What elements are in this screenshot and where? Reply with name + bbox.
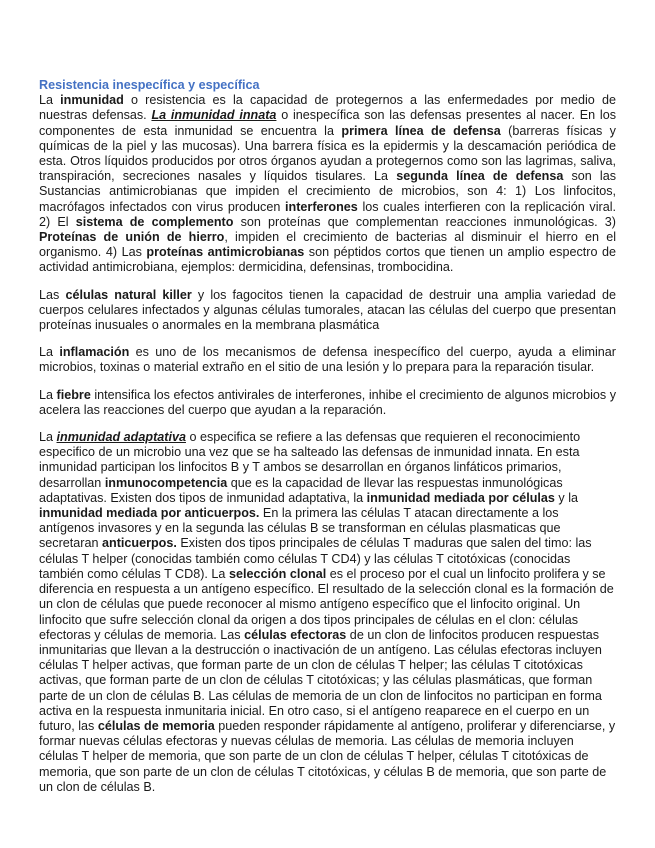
text-run: son proteínas que complementan reacciones inmunológicas. 3): [233, 214, 616, 229]
bold-term: inmunidad mediada por anticuerpos.: [39, 506, 260, 521]
text-run: , impiden el crecimiento de bacterias al disminuir el hierro en el organismo. 4) Las: [39, 230, 616, 260]
bold-term: selección clonal: [228, 566, 327, 581]
text-run: o inespecífica son las defensas presentes al nacer. En los componentes de esta inmunidad se encuentra la: [39, 108, 617, 138]
text-run: (barreras físicas y químicas de la piel y las mucosas). Una barrera física es la epidermis y la descamación periódica de esta. Otros líquidos producidos por otros órganos ayudan a protegernos como son las lagrimas, saliva, transpiración, secreciones nasales y líquidos tisulares. La: [39, 123, 616, 184]
text-run: que es la capacidad de llevar las respuestas inmunológicas adaptativas. Existen dos tipos de inmunidad adaptativa, la: [39, 475, 563, 505]
paragraph: [39, 288, 616, 334]
bold-term: fiebre: [56, 387, 91, 402]
bold-term: células efectoras: [244, 627, 347, 642]
bold-term: inflamación: [59, 345, 130, 360]
bold-term: inmunocompetencia: [104, 475, 228, 490]
paragraph: [39, 388, 616, 418]
text-run: La: [39, 387, 57, 402]
paragraph: [39, 430, 616, 795]
bold-term: anticuerpos.: [102, 536, 177, 551]
paragraph: [39, 345, 616, 375]
text-run: intensifica los efectos antivirales de interferones, inhibe el crecimiento de algunos microbios y acelera las reacciones del cuerpo que ayudan a la reparación.: [39, 387, 616, 417]
paragraph: [39, 93, 616, 275]
emphasized-term: La inmunidad innata: [151, 108, 277, 123]
text-run: Existen dos tipos principales de células T maduras que salen del timo: las células T helper (conocidas también como células T CD4) y las células T citotóxicas (conocidas también como células T CD8). La: [39, 536, 592, 581]
text-run: La: [39, 430, 57, 445]
text-run: Las: [39, 287, 66, 302]
text-run: y los fagocitos tienen la capacidad de destruir una amplia variedad de cuerpos celulares infectados y algunas células tumorales, atacan las células del cuerpo que presentan proteínas inusuales o anormales en la membrana plasmática: [39, 287, 616, 333]
emphasized-term: inmunidad adaptativa: [56, 430, 186, 445]
text-run: o resistencia es la capacidad de protegernos a las enfermedades por medio de nuestras defensas.: [39, 93, 616, 123]
text-run: y la: [554, 490, 579, 505]
text-run: En la primera las células T atacan directamente a los antígenos invasores y en la segunda las células B se transforman en células plasmaticas que secretaran: [39, 506, 561, 551]
bold-term: sistema de complemento: [75, 214, 234, 229]
bold-term: células de memoria: [97, 718, 215, 733]
bold-term: inmunidad mediada por células: [366, 490, 555, 505]
bold-term: segunda línea de defensa: [396, 169, 564, 184]
bold-term: inmunidad: [60, 93, 124, 108]
text-run: de un clon de linfocitos producen respuestas inmunitarias que llevan a la destrucción o inactivación de un antígeno. Las células efectoras incluyen células T helper activas, que forman parte de un clon de células T helper; las células T citotóxicas activas, que forman parte de un clon de células T citotóxicas; y las células plasmáticas, que forman parte de un clon de células B. Las células de memoria de un clon de linfocitos no participan en forma activa en la respuesta inmunitaria inicial. En otro caso, si el antígeno reaparece en el cuerpo en un futuro, las: [39, 627, 602, 733]
text-run: es el proceso por el cual un linfocito prolifera y se diferencia en respuesta a un antígeno específico. El resultado de la selección clonal es la formación de un clon de células que puede reconocer al mismo antígeno específico que el linfocito original. Un linfocito que sufre selección clonal da origen a dos tipos principales de células en el clon: células efectoras y células de memoria. Las: [39, 566, 614, 642]
bold-term: interferones: [285, 199, 358, 214]
bold-term: células natural killer: [65, 287, 192, 302]
text-run: es uno de los mecanismos de defensa inespecífico del cuerpo, ayuda a eliminar microbios, toxinas o material extraño en el sitio de una lesión y lo prepara para la reparación tisular.: [39, 345, 617, 375]
text-run: son péptidos cortos que tienen un amplio espectro de actividad antimicrobiana, ejemplos: dermicidina, defensinas, trombocidina.: [39, 245, 617, 275]
document-body: [39, 93, 616, 795]
section-heading: Resistencia inespecífica y específica: [39, 78, 260, 92]
text-run: La: [39, 345, 60, 360]
text-run: los cuales interfieren con la replicación viral. 2) El: [39, 199, 616, 229]
bold-term: proteínas antimicrobianas: [146, 245, 305, 260]
text-run: La: [39, 93, 61, 108]
text-run: son las Sustancias antimicrobianas que impiden el crecimiento de microbios, son 4: 1) Los linfocitos, macrófagos infectados con virus producen: [39, 169, 616, 214]
bold-term: primera línea de defensa: [341, 123, 501, 138]
bold-term: Proteínas de unión de hierro: [39, 230, 225, 245]
text-run: o especifica se refiere a las defensas que requieren el reconocimiento especifico de un microbio una vez que se ha salteado las defensas de inmunidad innata. En esta inmunidad participan los linfocitos B y T ambos se desarrollan en órganos linfáticos primarios, desarrollan: [39, 430, 581, 490]
text-run: pueden responder rápidamente al antígeno, proliferar y diferenciarse, y formar nuevas células efectoras y nuevas células de memoria. Las células de memoria incluyen células T helper de memoria, que son parte de un clon de células T helper, células T citotóxicas de memoria, que son parte de un clon de células T citotóxicas, y células B de memoria, que son parte de un clon de células B.: [39, 718, 616, 794]
